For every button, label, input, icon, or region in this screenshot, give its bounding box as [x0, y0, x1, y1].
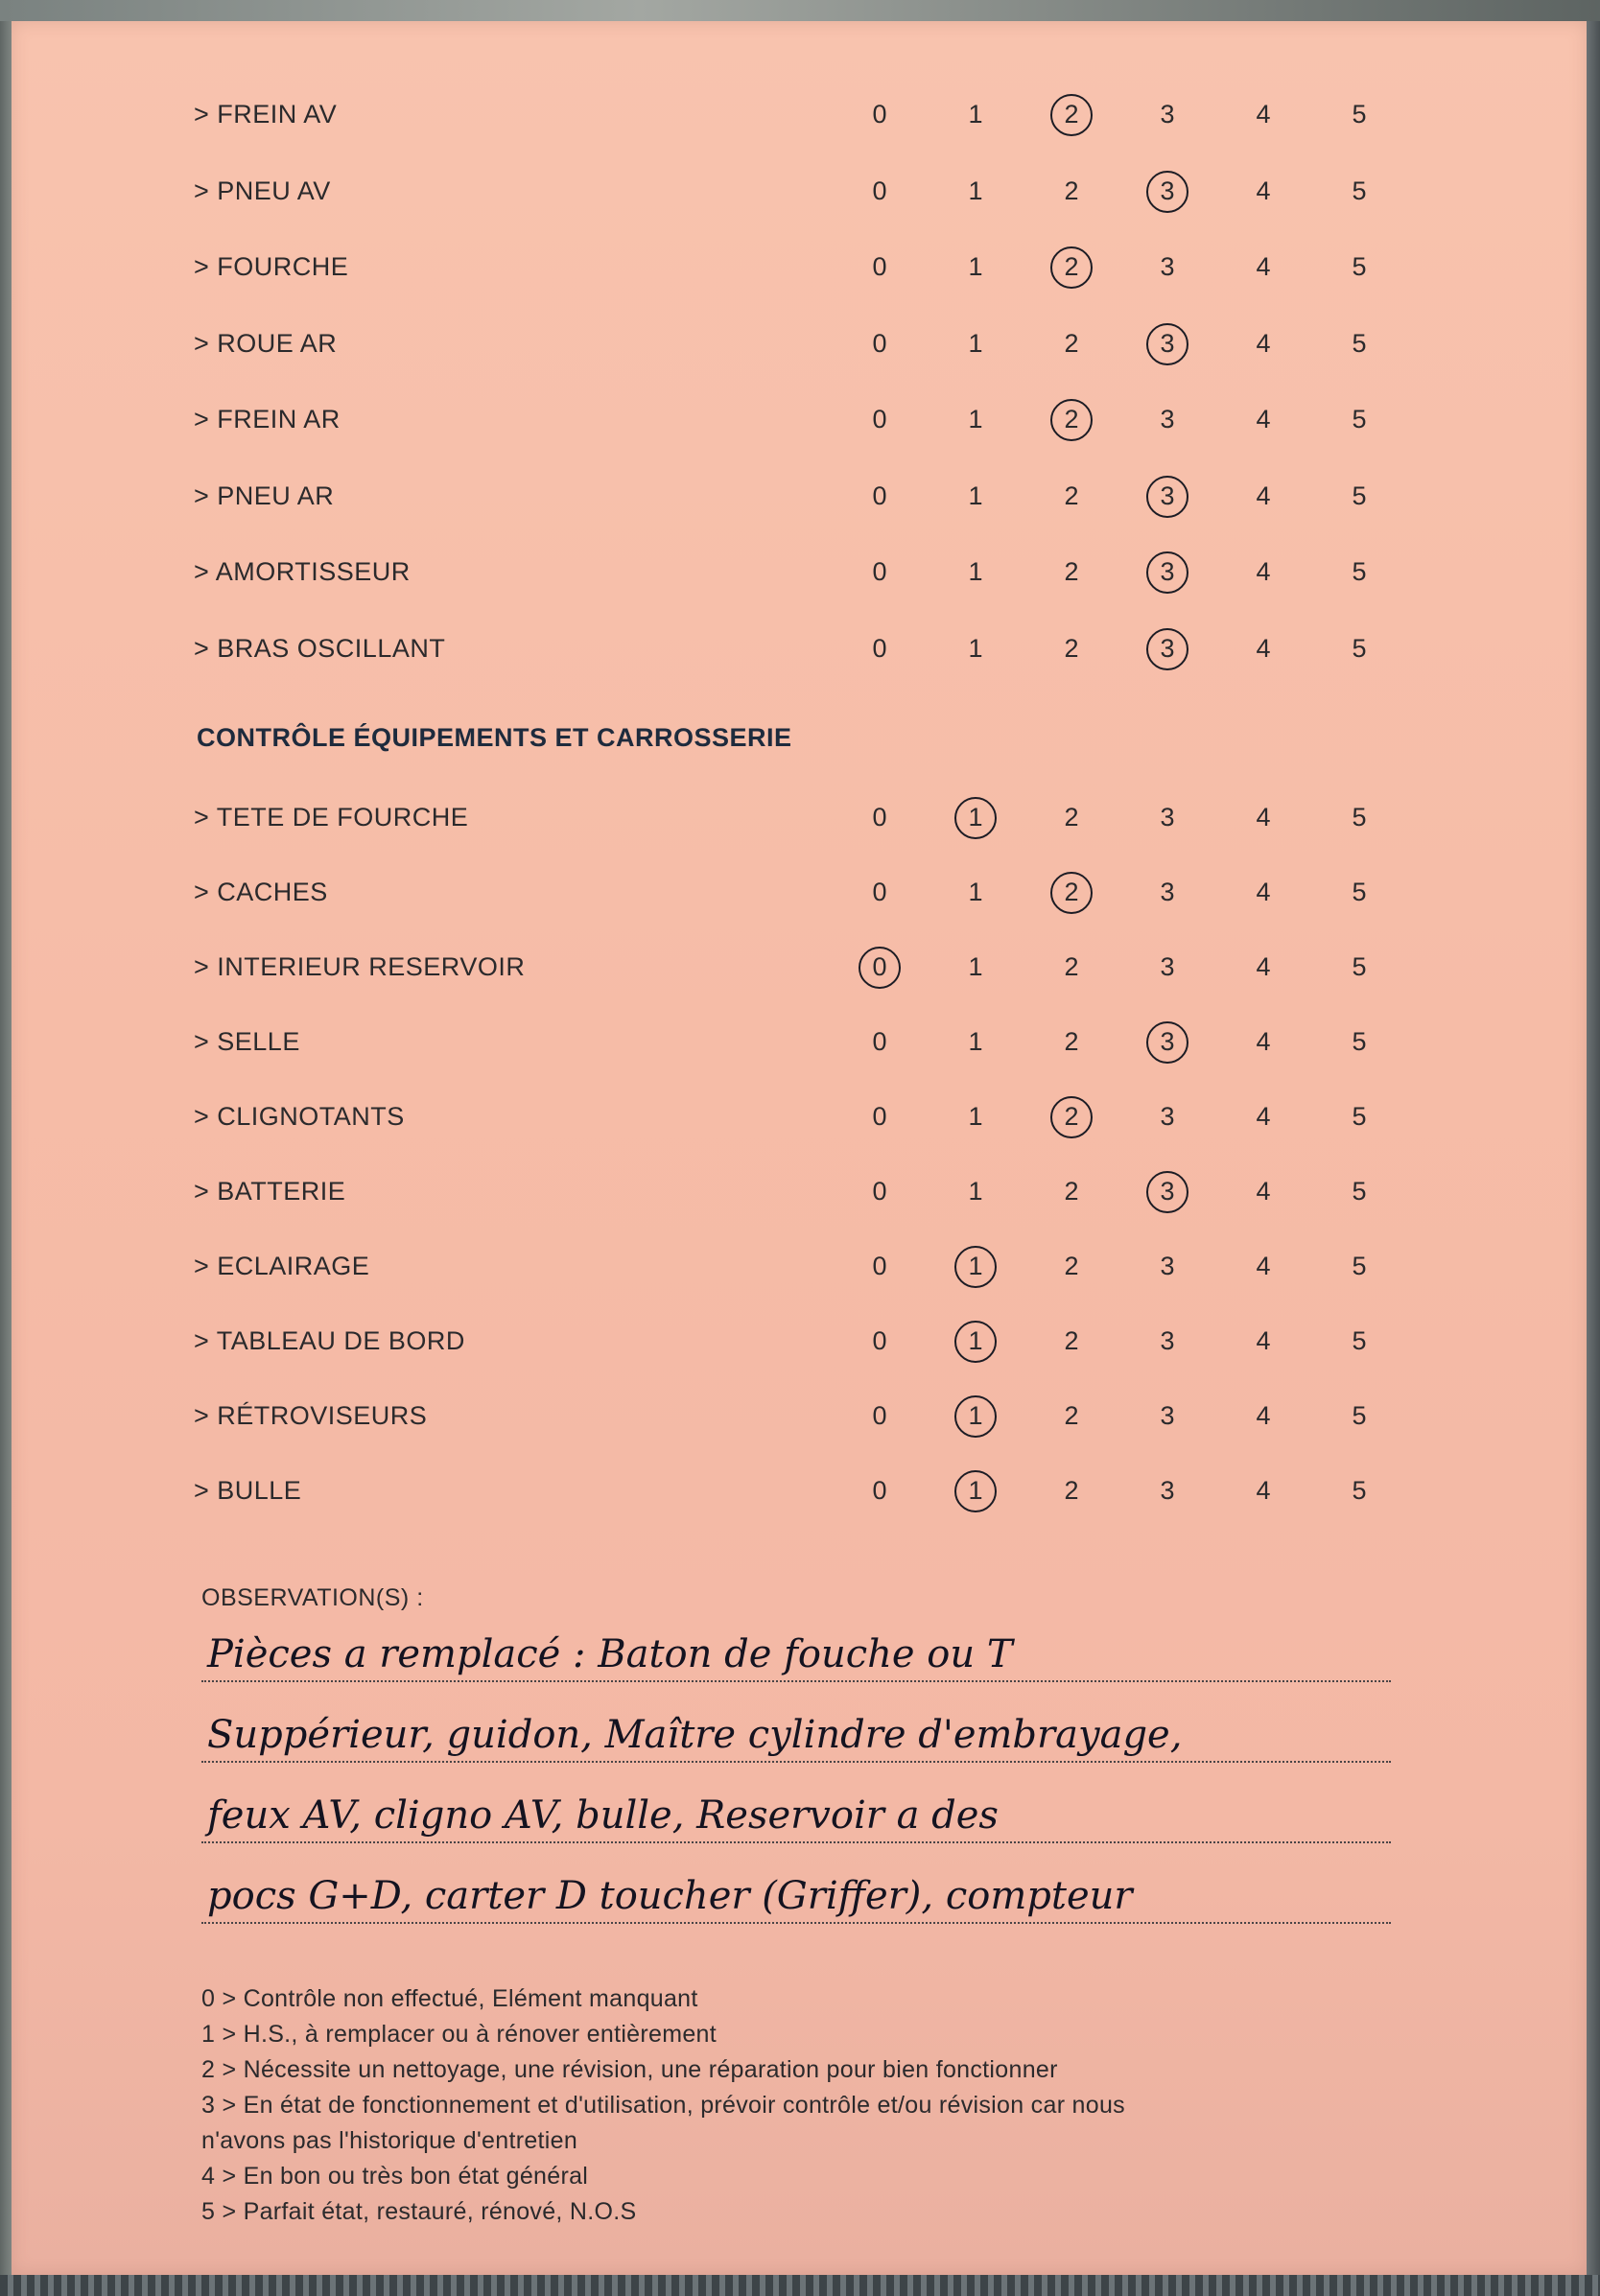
checklist-item-label: > ROUE AR	[194, 328, 338, 358]
score-option: 5	[1352, 1252, 1367, 1280]
handwritten-observation: Suppérieur, guidon, Maître cylindre d'embrayage,	[207, 1713, 1183, 1757]
score-option: 0	[872, 1027, 887, 1056]
checklist-item-label: > FREIN AR	[194, 405, 341, 433]
score-option: 0	[872, 100, 887, 129]
score-option: 4	[1256, 1027, 1271, 1056]
circled-score: 3	[1139, 462, 1196, 529]
score-option: 0	[872, 1252, 887, 1280]
score-option: 5	[1352, 480, 1367, 510]
circled-score: 1	[947, 1457, 1004, 1524]
circled-score: 0	[851, 933, 908, 1000]
checklist-row	[12, 386, 1587, 453]
checklist-row	[12, 157, 1587, 224]
score-option: 4	[1256, 176, 1271, 205]
circled-score: 2	[1043, 233, 1100, 300]
score-option: 2	[1064, 1476, 1079, 1505]
score-option: 5	[1352, 1102, 1367, 1131]
score-option: 3	[1160, 405, 1175, 433]
score-option: 5	[1352, 1476, 1367, 1505]
score-option: 0	[872, 405, 887, 433]
circled-score: 2	[1043, 1083, 1100, 1150]
checklist-item-label: > TABLEAU DE BORD	[194, 1326, 465, 1355]
section-heading: CONTRÔLE ÉQUIPEMENTS ET CARROSSERIE	[197, 723, 792, 752]
score-option: 3	[1160, 100, 1175, 129]
scanner-edge-bottom	[0, 2275, 1600, 2296]
circled-score: 2	[1043, 386, 1100, 453]
score-option: 4	[1256, 952, 1271, 981]
checklist-item-label: > SELLE	[194, 1027, 300, 1056]
score-option: 4	[1256, 878, 1271, 906]
score-option: 3	[1160, 1326, 1175, 1355]
checklist-row	[12, 858, 1587, 925]
score-option: 5	[1352, 803, 1367, 832]
legend-line: n'avons pas l'historique d'entretien	[201, 2127, 578, 2154]
checklist-row	[12, 1158, 1587, 1225]
score-option: 1	[968, 480, 983, 510]
score-option: 3	[1160, 1102, 1175, 1131]
score-option: 1	[968, 557, 983, 586]
checklist-item-label: > TETE DE FOURCHE	[194, 803, 469, 832]
score-option: 0	[872, 1476, 887, 1505]
score-option: 3	[1160, 803, 1175, 832]
circled-score: 1	[947, 1382, 1004, 1449]
observation-line	[201, 1605, 1391, 1682]
checklist-row	[12, 1083, 1587, 1150]
circled-score: 3	[1139, 157, 1196, 224]
score-option: 4	[1256, 803, 1271, 832]
circled-score: 3	[1139, 615, 1196, 682]
score-option: 1	[968, 1027, 983, 1056]
score-option: 4	[1256, 1476, 1271, 1505]
score-option: 0	[872, 1326, 887, 1355]
score-option: 2	[1064, 1177, 1079, 1206]
score-option: 5	[1352, 252, 1367, 281]
score-option: 0	[872, 1102, 887, 1131]
score-option: 1	[968, 405, 983, 433]
score-legend	[201, 1981, 1353, 2230]
score-option: 5	[1352, 557, 1367, 586]
checklist-item-label: > CACHES	[194, 878, 328, 906]
checklist-item-label: > PNEU AV	[194, 176, 331, 205]
score-option: 0	[872, 1401, 887, 1430]
circled-score: 1	[947, 1232, 1004, 1300]
observation-line	[201, 1847, 1391, 1924]
score-option: 1	[968, 878, 983, 906]
checklist-item-label: > BATTERIE	[194, 1177, 346, 1206]
checklist-row	[12, 784, 1587, 851]
score-option: 2	[1064, 633, 1079, 663]
score-option: 5	[1352, 176, 1367, 205]
score-option: 1	[968, 952, 983, 981]
handwritten-observation: Pièces a remplacé : Baton de fouche ou T	[207, 1632, 1013, 1676]
score-option: 2	[1064, 1252, 1079, 1280]
score-option: 0	[872, 1177, 887, 1206]
checklist-item-label: > FREIN AV	[194, 100, 338, 129]
checklist-row	[12, 1008, 1587, 1075]
checklist-row	[12, 1232, 1587, 1300]
checklist-row	[12, 81, 1587, 148]
checklist-row	[12, 933, 1587, 1000]
score-option: 5	[1352, 633, 1367, 663]
score-option: 4	[1256, 1252, 1271, 1280]
checklist-item-label: > ECLAIRAGE	[194, 1252, 370, 1280]
score-option: 3	[1160, 878, 1175, 906]
score-option: 5	[1352, 878, 1367, 906]
circled-score: 2	[1043, 858, 1100, 925]
score-option: 5	[1352, 1027, 1367, 1056]
legend-line: 2 > Nécessite un nettoyage, une révision, une réparation pour bien fonctionner	[201, 2056, 1058, 2083]
legend-line: 4 > En bon ou très bon état général	[201, 2163, 589, 2190]
observation-line	[201, 1767, 1391, 1843]
score-option: 5	[1352, 952, 1367, 981]
score-option: 5	[1352, 100, 1367, 129]
score-option: 2	[1064, 176, 1079, 205]
score-option: 5	[1352, 405, 1367, 433]
score-option: 2	[1064, 557, 1079, 586]
score-option: 1	[968, 328, 983, 358]
legend-line: 3 > En état de fonctionnement et d'utilisation, prévoir contrôle et/ou révision car nous	[201, 2092, 1125, 2119]
score-option: 2	[1064, 952, 1079, 981]
checklist-item-label: > FOURCHE	[194, 252, 349, 281]
checklist-row	[12, 615, 1587, 682]
score-option: 5	[1352, 1326, 1367, 1355]
score-option: 1	[968, 633, 983, 663]
checklist-row	[12, 1457, 1587, 1524]
legend-line: 0 > Contrôle non effectué, Elément manquant	[201, 1985, 698, 2012]
checklist-row	[12, 1307, 1587, 1374]
score-option: 4	[1256, 328, 1271, 358]
score-option: 5	[1352, 1177, 1367, 1206]
score-option: 4	[1256, 252, 1271, 281]
score-option: 2	[1064, 1027, 1079, 1056]
circled-score: 3	[1139, 1008, 1196, 1075]
score-option: 0	[872, 557, 887, 586]
checklist-item-label: > INTERIEUR RESERVOIR	[194, 952, 526, 981]
score-option: 0	[872, 252, 887, 281]
score-option: 4	[1256, 557, 1271, 586]
score-option: 4	[1256, 100, 1271, 129]
checklist-row	[12, 233, 1587, 300]
score-option: 1	[968, 1177, 983, 1206]
score-option: 0	[872, 803, 887, 832]
score-option: 0	[872, 633, 887, 663]
score-option: 0	[872, 328, 887, 358]
score-option: 3	[1160, 1476, 1175, 1505]
score-option: 2	[1064, 1401, 1079, 1430]
score-option: 5	[1352, 1401, 1367, 1430]
checklist-item-label: > AMORTISSEUR	[194, 557, 411, 586]
checklist-item-label: > BRAS OSCILLANT	[194, 633, 446, 663]
circled-score: 1	[947, 784, 1004, 851]
score-option: 2	[1064, 803, 1079, 832]
score-option: 4	[1256, 1401, 1271, 1430]
circled-score: 1	[947, 1307, 1004, 1374]
score-option: 1	[968, 1102, 983, 1131]
circled-score: 3	[1139, 310, 1196, 377]
inspection-sheet	[12, 21, 1587, 2275]
handwritten-observation: pocs G+D, carter D toucher (Griffer), compteur	[207, 1874, 1133, 1918]
observations-label: OBSERVATION(S) :	[201, 1584, 424, 1611]
checklist-item-label: > CLIGNOTANTS	[194, 1102, 405, 1131]
score-option: 4	[1256, 1177, 1271, 1206]
circled-score: 3	[1139, 1158, 1196, 1225]
scanner-edge-top	[0, 0, 1600, 21]
handwritten-observation: feux AV, cligno AV, bulle, Reservoir a des	[207, 1793, 999, 1838]
score-option: 3	[1160, 952, 1175, 981]
score-option: 4	[1256, 633, 1271, 663]
score-option: 4	[1256, 1102, 1271, 1131]
score-option: 3	[1160, 1252, 1175, 1280]
checklist-row	[12, 538, 1587, 605]
score-option: 3	[1160, 1401, 1175, 1430]
score-option: 1	[968, 176, 983, 205]
checklist-item-label: > RÉTROVISEURS	[194, 1401, 428, 1430]
score-option: 1	[968, 100, 983, 129]
score-option: 2	[1064, 1326, 1079, 1355]
score-option: 2	[1064, 480, 1079, 510]
score-option: 4	[1256, 480, 1271, 510]
score-option: 5	[1352, 328, 1367, 358]
checklist-row	[12, 462, 1587, 529]
circled-score: 2	[1043, 81, 1100, 148]
score-option: 0	[872, 878, 887, 906]
score-option: 1	[968, 252, 983, 281]
checklist-item-label: > BULLE	[194, 1476, 302, 1505]
score-option: 0	[872, 176, 887, 205]
score-option: 3	[1160, 252, 1175, 281]
score-option: 4	[1256, 405, 1271, 433]
legend-line: 1 > H.S., à remplacer ou à rénover entièrement	[201, 2021, 717, 2048]
score-option: 2	[1064, 328, 1079, 358]
legend-line: 5 > Parfait état, restauré, rénové, N.O.S	[201, 2198, 637, 2225]
checklist-row	[12, 1382, 1587, 1449]
checklist-item-label: > PNEU AR	[194, 480, 335, 510]
checklist-row	[12, 310, 1587, 377]
observation-line	[201, 1686, 1391, 1763]
score-option: 0	[872, 480, 887, 510]
circled-score: 3	[1139, 538, 1196, 605]
score-option: 4	[1256, 1326, 1271, 1355]
